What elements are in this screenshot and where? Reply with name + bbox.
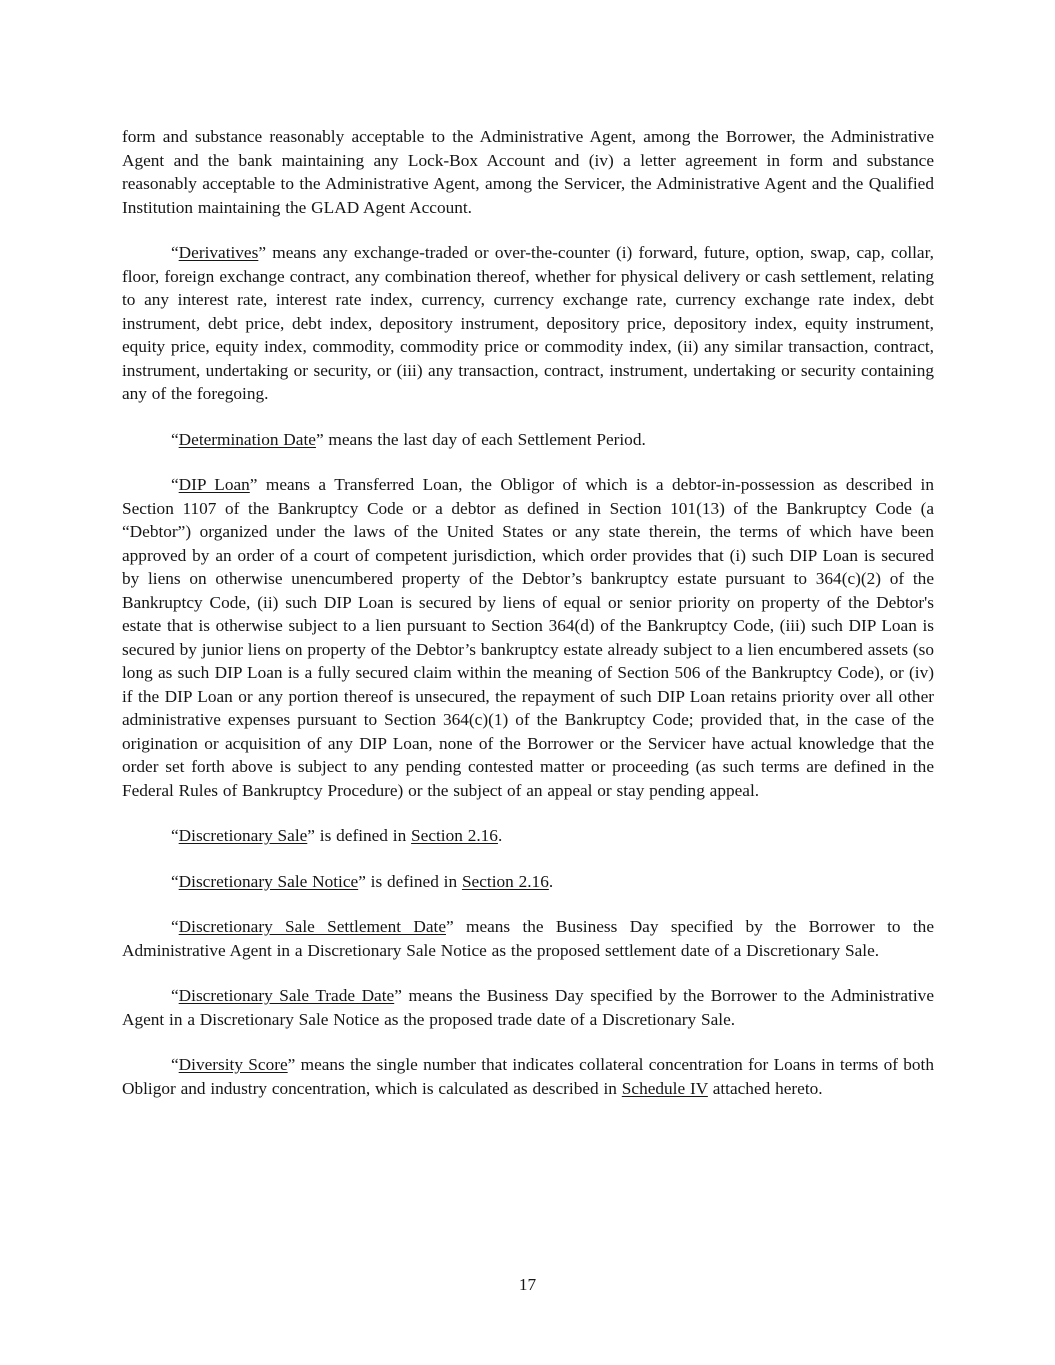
open-quote: “ bbox=[171, 243, 179, 262]
section-reference: Section 2.16 bbox=[411, 826, 498, 845]
page-body bbox=[122, 125, 934, 1100]
open-quote: “ bbox=[171, 429, 179, 449]
definition-discretionary-sale-settlement-date bbox=[122, 915, 934, 962]
definition-discretionary-sale-trade-date bbox=[122, 984, 934, 1031]
definition-determination-date bbox=[122, 428, 934, 452]
open-quote: “ bbox=[171, 475, 179, 494]
paragraph-text: . bbox=[548, 871, 554, 891]
paragraph-text: ” is defined in bbox=[307, 826, 412, 845]
paragraph-text: ” means the Business Day specified by the Borrower to the Administrative Agent in a Discretionary Sale Notice as the proposed settlement date of a Discretionary Sale. bbox=[122, 917, 934, 960]
defined-term: Discretionary Sale Settlement Date bbox=[178, 917, 446, 936]
paragraph-text: attached hereto. bbox=[707, 1078, 823, 1098]
open-quote: “ bbox=[171, 986, 179, 1005]
paragraph-text: form and substance reasonably acceptable to the Administrative Agent, among the Borrower, the Administrative Agent and the bank maintaining any Lock-Box Account and (iv) a letter agreement in form and substance reasonably acceptable to the Administrative Agent, among the Servicer, the Administrative Agent and the Qualified Institution maintaining the GLAD Agent Account. bbox=[122, 127, 934, 217]
defined-term: Diversity Score bbox=[178, 1055, 288, 1074]
defined-term: Discretionary Sale Notice bbox=[178, 871, 359, 891]
paragraph-text: ” is defined in bbox=[358, 871, 462, 891]
schedule-reference: Schedule IV bbox=[621, 1078, 708, 1098]
defined-term: Discretionary Sale bbox=[178, 826, 308, 845]
definition-diversity-score bbox=[122, 1053, 934, 1100]
open-quote: “ bbox=[171, 1055, 179, 1074]
paragraph-text: ” means the last day of each Settlement Period. bbox=[315, 429, 646, 449]
open-quote: “ bbox=[171, 826, 179, 845]
section-reference: Section 2.16 bbox=[461, 871, 549, 891]
paragraph-text: ” means the Business Day specified by the Borrower to the Administrative Agent in a Discretionary Sale Notice as the proposed trade date of a Discretionary Sale. bbox=[122, 986, 934, 1029]
paragraph-text: ” means any exchange-traded or over-the-counter (i) forward, future, option, swap, cap, collar, floor, foreign exchange contract, any combination thereof, whether for physical delivery or cash settlement, relating to any interest rate, interest rate index, currency, currency exchange rate, currency exchange rate index, debt instrument, debt price, debt index, depository instrument, depository price, depository index, equity instrument, equity price, equity index, commodity, commodity price or commodity index, (ii) any similar transaction, contract, instrument, undertaking or security, or (iii) any transaction, contract, instrument, undertaking or security containing any of the foregoing. bbox=[122, 243, 934, 403]
paragraph-text: . bbox=[497, 826, 503, 845]
defined-term: Discretionary Sale Trade Date bbox=[178, 986, 395, 1005]
definition-derivatives bbox=[122, 241, 934, 406]
page-number: 17 bbox=[518, 1275, 537, 1294]
definition-dip-loan bbox=[122, 473, 934, 802]
paragraph-text: ” means the single number that indicates collateral concentration for Loans in terms of both Obligor and industry concentration, which is calculated as described in bbox=[122, 1055, 935, 1098]
continuation-paragraph bbox=[122, 125, 934, 219]
definition-discretionary-sale bbox=[122, 824, 934, 848]
paragraph-text: ” means a Transferred Loan, the Obligor of which is a debtor-in-possession as described in Section 1107 of the Bankruptcy Code or a debtor as defined in Section 101(13) of the Bankruptcy Code (a “Debtor”) organized under the laws of the United States or any state therein, the terms of which have been approved by an order of a court of competent jurisdiction, which order provides that (i) such DIP Loan is secured by liens on otherwise unencumbered property of the Debtor’s bankruptcy estate pursuant to 364(c)(2) of the Bankruptcy Code, (ii) such DIP Loan is secured by liens of equal or senior priority on property of the Debtor's estate that is otherwise subject to a lien pursuant to Section 364(d) of the Bankruptcy Code, (iii) such DIP Loan is secured by junior liens on property of the Debtor’s bankruptcy estate already subject to a lien encumbered assets (so long as such DIP Loan is a fully secured claim within the meaning of Section 506 of the Bankruptcy Code), or (iv) if the DIP Loan or any portion thereof is unsecured, the repayment of such DIP Loan retains priority over all other administrative expenses pursuant to Section 364(c)(1) of the Bankruptcy Code; provided that, in the case of the origination or acquisition of any DIP Loan, none of the Borrower or the Servicer have actual knowledge that the order set forth above is subject to any pending contested matter or proceeding (as such terms are defined in the Federal Rules of Bankruptcy Procedure) or the subject of an appeal or stay pending appeal. bbox=[122, 475, 935, 800]
defined-term: DIP Loan bbox=[178, 475, 250, 494]
open-quote: “ bbox=[171, 871, 179, 891]
definition-discretionary-sale-notice bbox=[122, 870, 934, 894]
open-quote: “ bbox=[171, 917, 179, 936]
defined-term: Determination Date bbox=[178, 429, 316, 449]
defined-term: Derivatives bbox=[178, 243, 259, 262]
